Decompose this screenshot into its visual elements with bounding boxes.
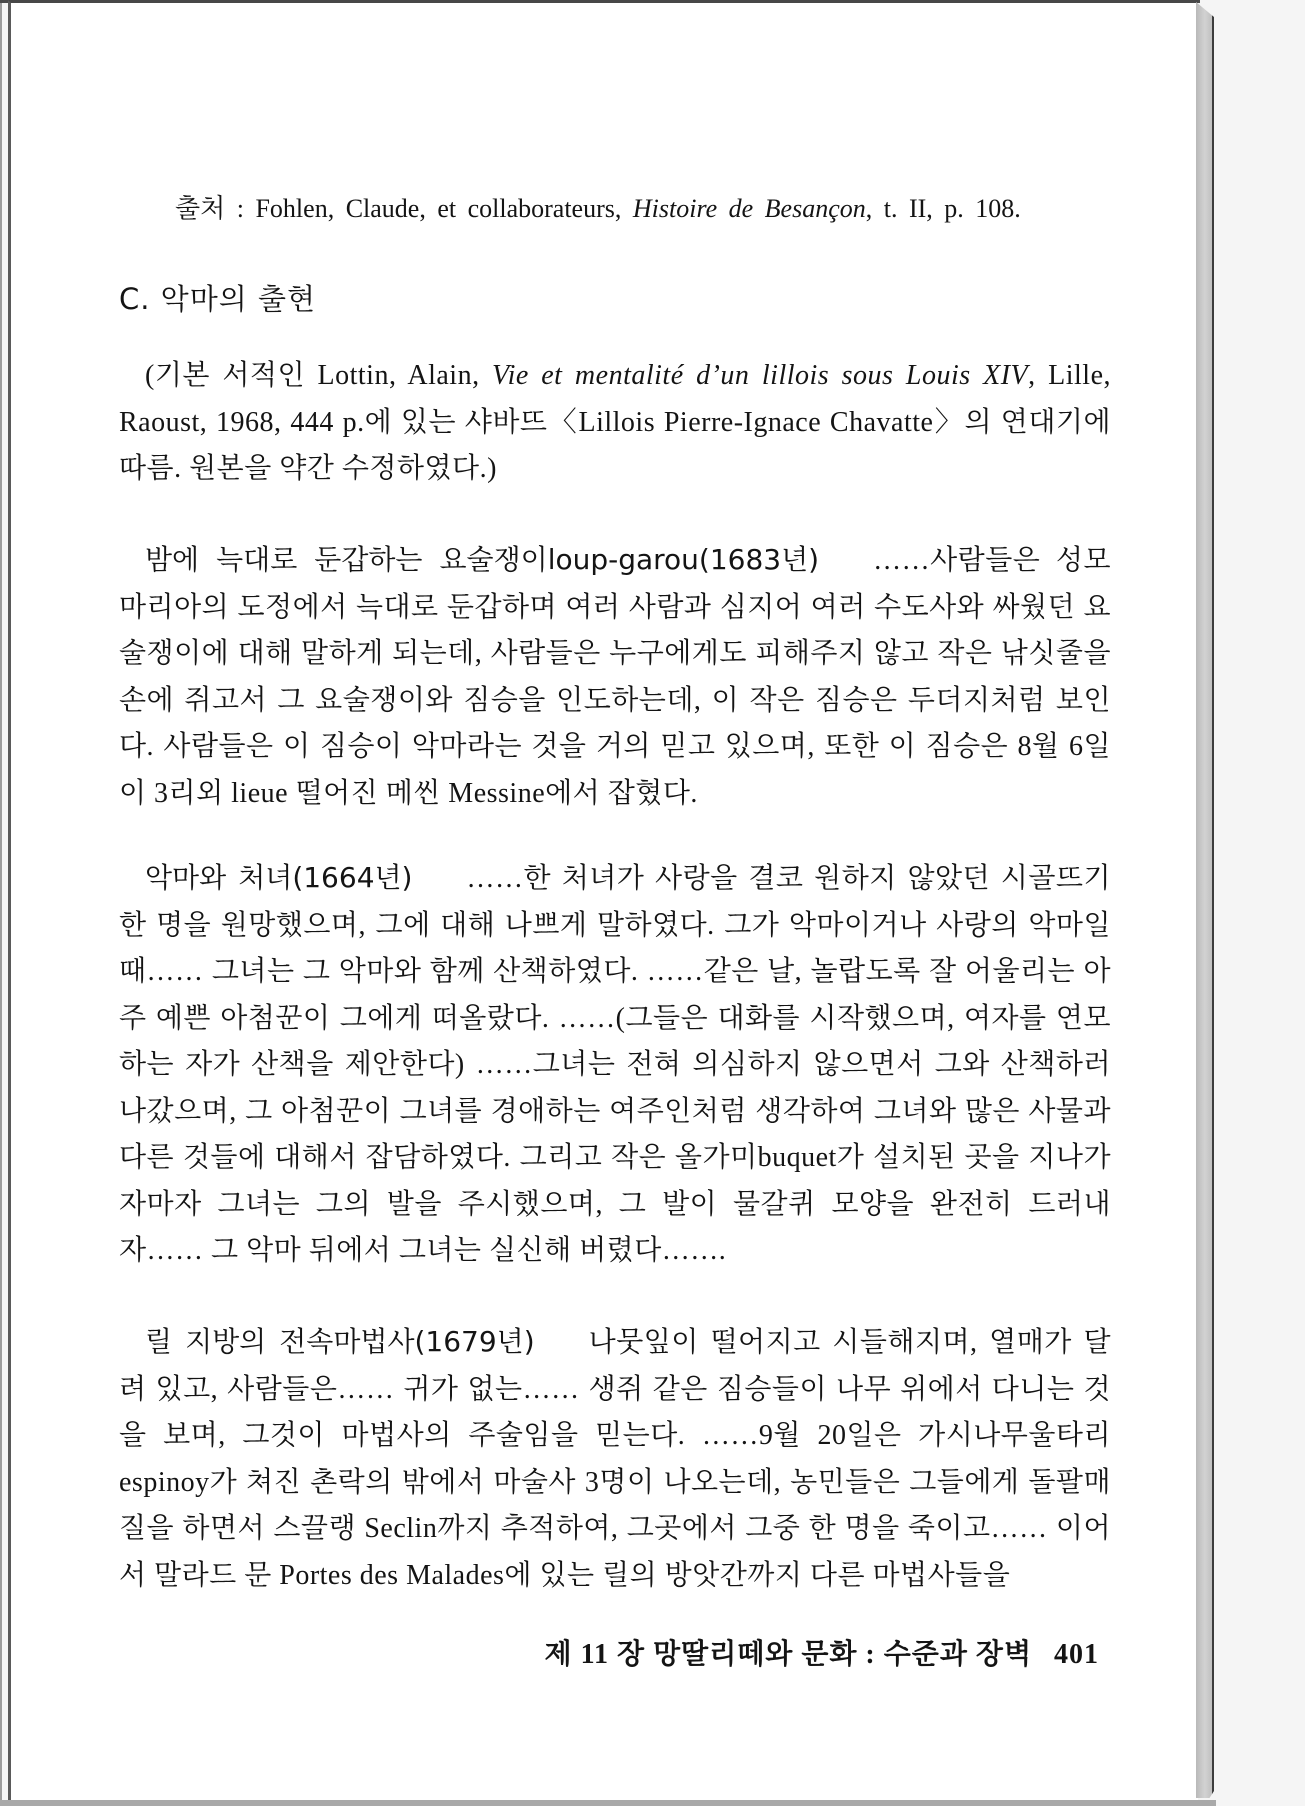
page-footer (119, 1635, 1111, 1675)
source-note-paragraph (119, 353, 1111, 493)
paragraph-lille-sorcerers-lead: 릴 지방의 전속마법사(1679년) (145, 1325, 535, 1358)
paragraph-devil-and-maiden-lead: 악마와 처녀(1664년) (145, 861, 413, 894)
footer-page-number: 401 (1054, 1639, 1099, 1670)
scan-frame-bottom-line (0, 1800, 1216, 1806)
book-page (8, 0, 1198, 1800)
paragraph-werewolf-lead: 밤에 늑대로 둔갑하는 요술쟁이loup-garou(1683년) (145, 543, 820, 576)
paragraph-devil-and-maiden-body: ……한 처녀가 사랑을 결코 원하지 않았던 시골뜨기 한 명을 원망했으며, 그에 대해 나쁘게 말하였다. 그가 악마이거나 사랑의 악마일 때…… 그녀는 그 악마와 함께 산책하였다. ……같은 날, 놀랍도록 잘 어울리는 아주 예쁜 아첨꾼이 그에게 떠올랐다. ……(그들은 대화를 시작했으며, 여자를 연모하는 자가 산책을 제안한다) ……그녀는 전혀 의심하지 않으면서 그와 산책하러 나갔으며, 그 아첨꾼이 그녀를 경애하는 여주인처럼 생각하여 그녀와 많은 사물과 다른 것들에 대해서 잡담하였다. 그리고 작은 올가미buquet가 설치된 곳을 지나가자마자 그녀는 그의 발을 주시했으며, 그 발이 물갈퀴 모양을 완전히 드러내자…… 그 악마 뒤에서 그녀는 실신해 버렸다……. (119, 863, 1111, 1266)
footer-chapter-title: 제 11 장 망딸리떼와 문화 : 수준과 장벽 (544, 1639, 1032, 1670)
source-label: 출처 : (175, 194, 256, 223)
note-tail: , Lille, Raoust, 1968, 444 p.에 있는 샤바뜨〈Lillois Pierre-Ignace Chavatte〉의 연대기에 따름. 원본을 약간 수정하였다.) (119, 360, 1111, 484)
paragraph-devil-and-maiden (119, 855, 1111, 1275)
paragraph-werewolf (119, 537, 1111, 817)
page-edge-3d-strip (1196, 2, 1214, 1798)
section-heading: C. 악마의 출현 (119, 282, 316, 316)
source-authors: Fohlen, Claude, et collaborateurs, (255, 194, 633, 223)
paragraph-lille-sorcerers-body: 나뭇잎이 떨어지고 시들해지며, 열매가 달려 있고, 사람들은…… 귀가 없는…… 생쥐 같은 짐승들이 나무 위에서 다니는 것을 보며, 그것이 마법사의 주술임을 믿는다. ……9월 20일은 가시나무울타리 espinoy가 쳐진 촌락의 밖에서 마술사 3명이 나오는데, 농민들은 그들에게 돌팔매질을 하면서 스끌랭 Seclin까지 추적하여, 그곳에서 그중 한 명을 죽이고…… 이어서 말라드 문 Portes des Malades에 있는 릴의 방앗간까지 다른 마법사들을 (119, 1327, 1111, 1591)
source-tail: , t. II, p. 108. (865, 194, 1021, 223)
source-book-title: Histoire de Besançon (632, 194, 866, 223)
scan-frame-left-line (0, 0, 2, 1806)
source-citation (119, 189, 1111, 229)
note-open: (기본 서적인 Lottin, Alain, (145, 360, 493, 391)
paragraph-werewolf-body: ……사람들은 성모 마리아의 도정에서 늑대로 둔갑하며 여러 사람과 심지어 여러 수도사와 싸웠던 요술쟁이에 대해 말하게 되는데, 사람들은 누구에게도 피해주지 않고 작은 낚싯줄을 손에 쥐고서 그 요술쟁이와 짐승을 인도하는데, 이 작은 짐승은 두더지처럼 보인다. 사람들은 이 짐승이 악마라는 것을 거의 믿고 있으며, 또한 이 짐승은 8월 6일이 3리외 lieue 떨어진 메씬 Messine에서 잡혔다. (119, 545, 1112, 809)
paragraph-lille-sorcerers (119, 1319, 1111, 1599)
note-book-title: Vie et mentalité d’un lillois sous Louis XIV (492, 360, 1029, 391)
